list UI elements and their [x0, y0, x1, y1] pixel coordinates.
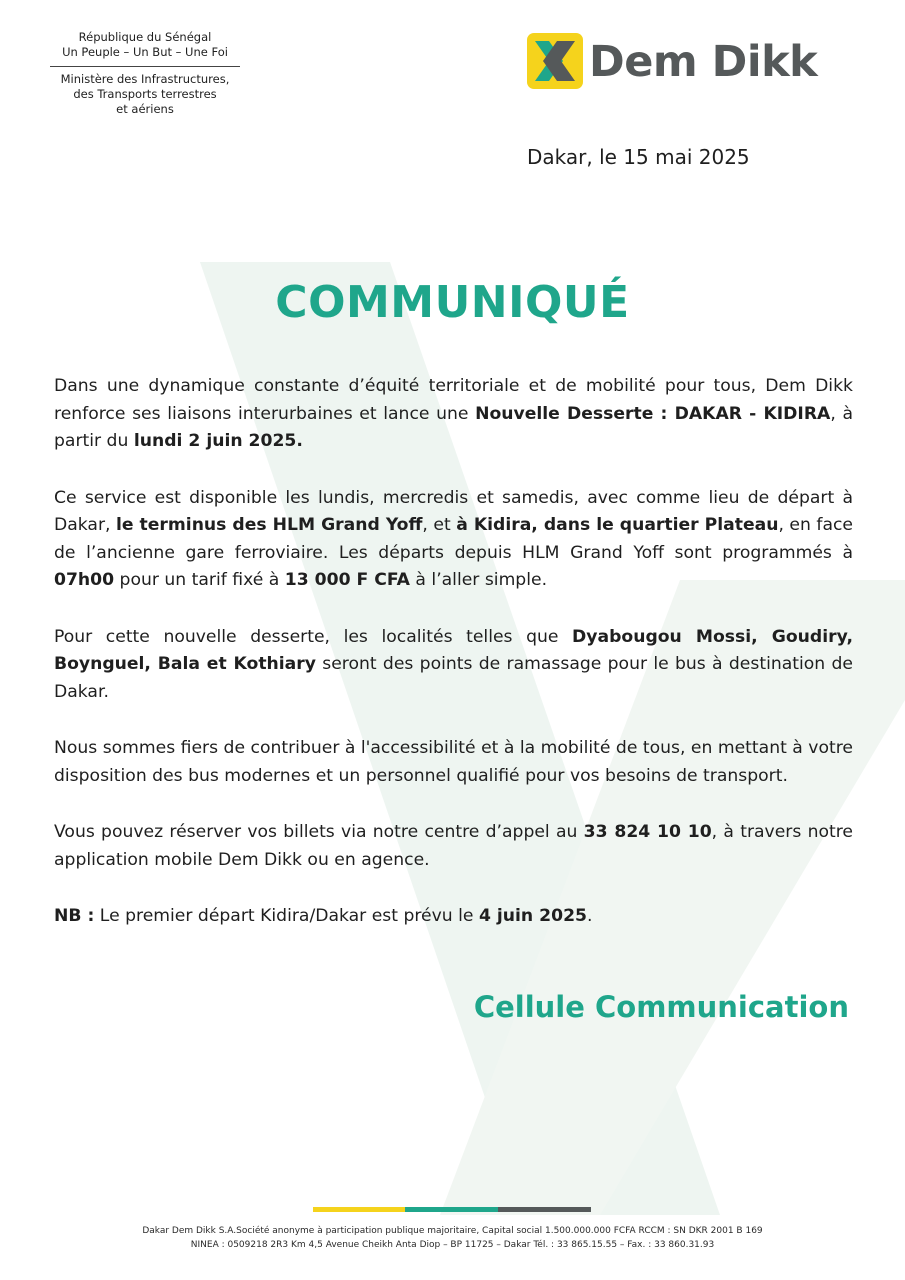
- brand-name: Dem Dikk: [589, 37, 818, 87]
- first-departure-date: 4 juin 2025: [478, 906, 587, 926]
- ministry-line-1: Ministère des Infrastructures,: [60, 72, 230, 86]
- document-date: Dakar, le 15 mai 2025: [527, 145, 750, 169]
- paragraph-commitment: Nous sommes fiers de contribuer à l'accessibilité et à la mobilité de tous, en mettant à votre disposition des bus modernes et un personnel qualifié pour vos besoins de transport.: [54, 738, 853, 786]
- logo-mark-icon: [527, 33, 583, 89]
- government-header: [40, 30, 250, 117]
- footer-bar-yellow: [313, 1207, 405, 1212]
- document-title: COMMUNIQUÉ: [275, 277, 630, 328]
- note-label: NB :: [54, 906, 95, 926]
- route-name: Nouvelle Desserte : DAKAR - KIDIRA: [475, 403, 831, 424]
- republic-name: République du Sénégal: [78, 30, 212, 44]
- footer-legal-line-2: NINEA : 0509218 2R3 Km 4,5 Avenue Cheikh Anta Diop – BP 11725 – Dakar Tél. : 33 865.15.55 – Fax. : 33 860.31.93: [190, 1240, 715, 1250]
- ministry-line-2: des Transports terrestres: [73, 87, 217, 101]
- national-motto: Un Peuple – Un But – Une Foi: [62, 45, 228, 59]
- header-divider: [50, 66, 240, 67]
- footer-legal: [0, 1224, 905, 1252]
- launch-date: lundi 2 juin 2025.: [133, 431, 303, 451]
- paragraph-note: NB : Le premier départ Kidira/Dakar est prévu le 4 juin 2025.: [54, 906, 593, 926]
- communique-body: [54, 373, 853, 960]
- paragraph-launch: Dans une dynamique constante d’équité territoriale et de mobilité pour tous, Dem Dikk renforce ses liaisons interurbaines et lance une Nouvelle Desserte : DAKAR - KIDIRA, à partir du lundi 2 juin 2025.: [54, 376, 853, 451]
- footer-legal-line-1: Dakar Dem Dikk S.A.Société anonyme à participation publique majoritaire, Capital social 1.500.000.000 FCFA RCCM : SN DKR 2001 B 169: [142, 1226, 763, 1236]
- signature: Cellule Communication: [473, 990, 849, 1024]
- dem-dikk-logo: [527, 33, 847, 91]
- fare-amount: 13 000 F CFA: [284, 570, 410, 590]
- footer-bar-green: [405, 1207, 498, 1212]
- paragraph-pickup-points: Pour cette nouvelle desserte, les localités telles que Dyabougou Mossi, Goudiry, Boynguel, Bala et Kothiary seront des points de ramassage pour le bus à destination de Dakar.: [54, 626, 853, 702]
- ministry-line-3: et aériens: [116, 102, 174, 116]
- departure-time: 07h00: [54, 570, 115, 590]
- paragraph-schedule: Ce service est disponible les lundis, mercredis et samedis, avec comme lieu de départ à Dakar, le terminus des HLM Grand Yoff, et à Kidira, dans le quartier Plateau, en face de l’ancienne gare ferroviaire. Les départs depuis HLM Grand Yoff sont programmés à 07h00 pour un tarif fixé à 13 000 F CFA à l’aller simple.: [54, 487, 853, 590]
- paragraph-booking: Vous pouvez réserver vos billets via notre centre d’appel au 33 824 10 10, à travers notre application mobile Dem Dikk ou en agence.: [54, 822, 853, 870]
- dakar-terminus: le terminus des HLM Grand Yoff: [115, 515, 423, 535]
- pickup-localities: Dyabougou Mossi, Goudiry, Boynguel, Bala et Kothiary: [54, 626, 853, 674]
- footer-color-bar: [313, 1207, 591, 1212]
- kidira-terminus: à Kidira, dans le quartier Plateau: [456, 515, 779, 535]
- footer-bar-gray: [498, 1207, 591, 1212]
- call-center-number: 33 824 10 10: [583, 822, 712, 842]
